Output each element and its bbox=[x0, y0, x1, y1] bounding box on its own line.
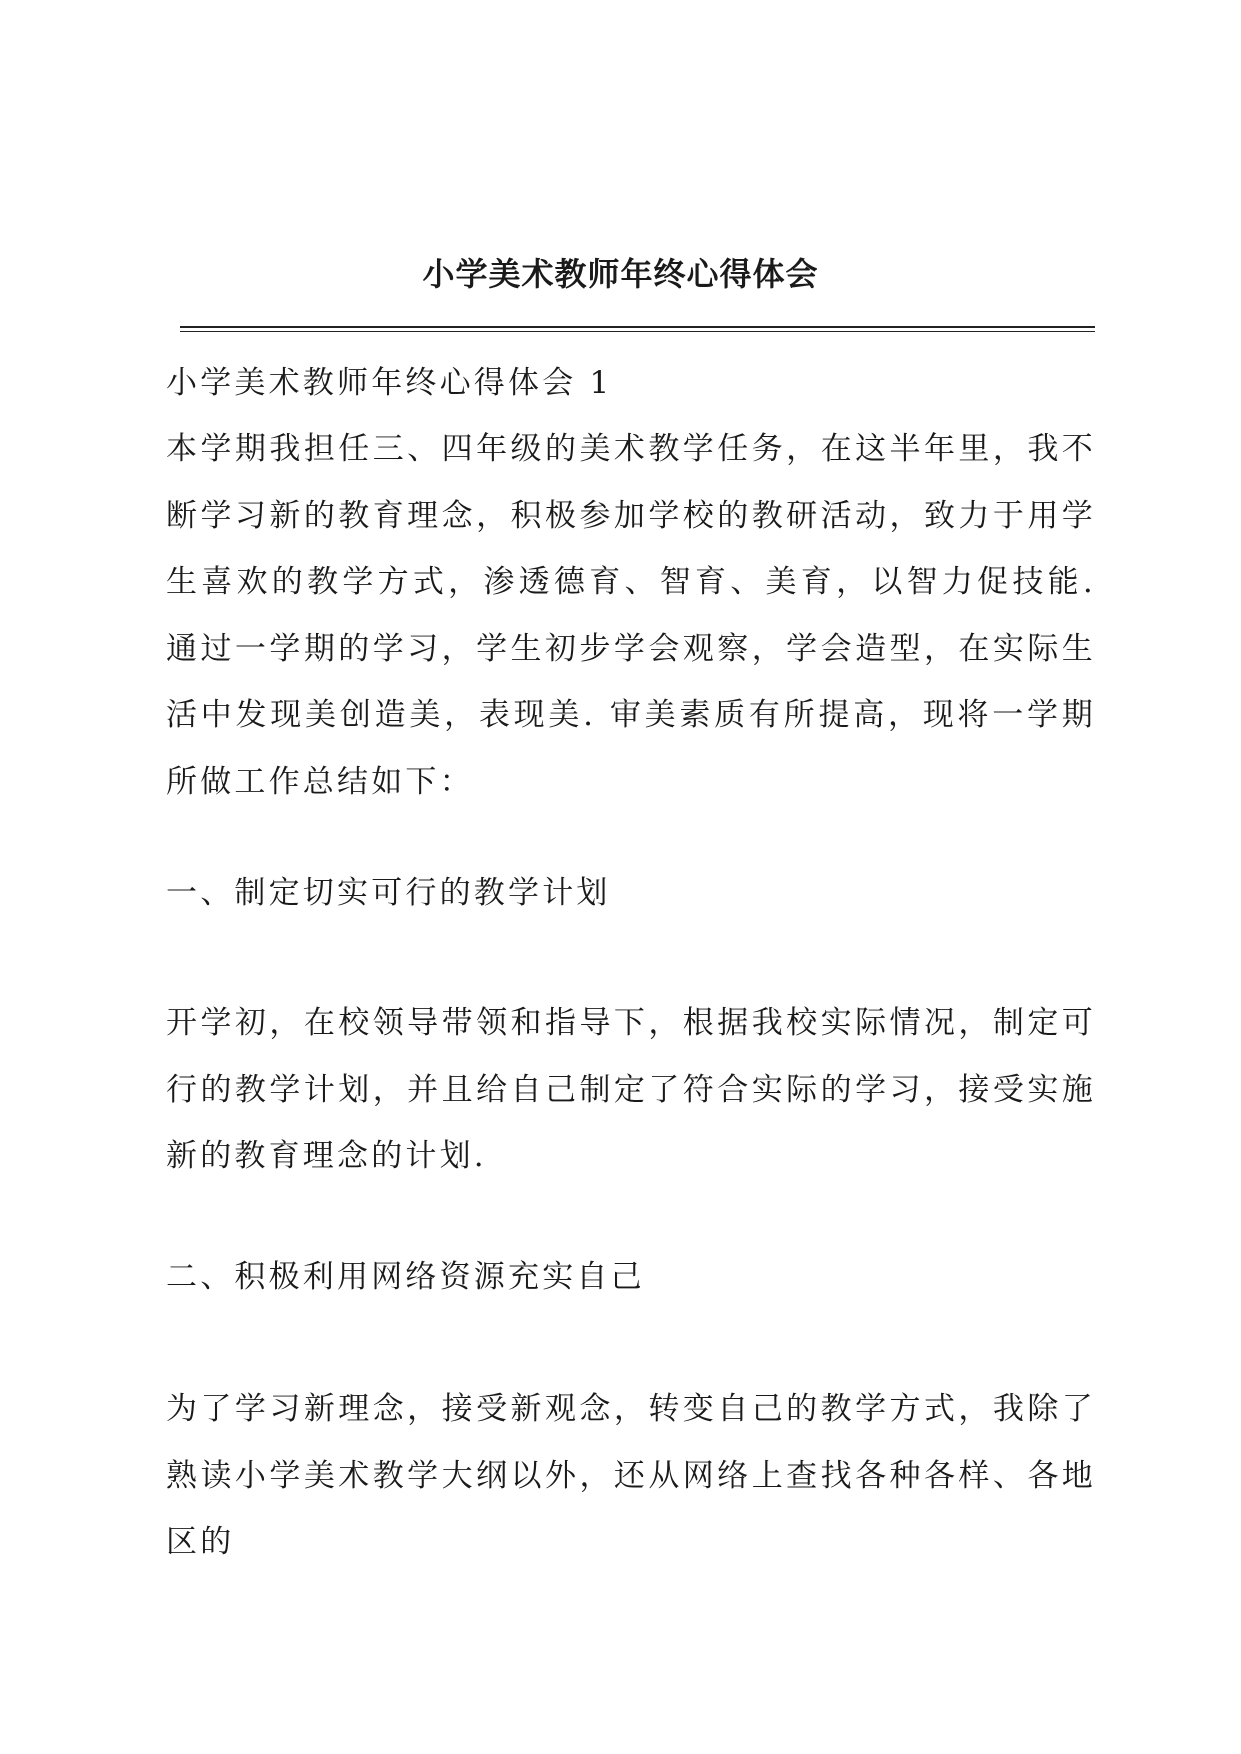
title-double-rule bbox=[180, 326, 1095, 332]
document-title: 小学美术教师年终心得体会 bbox=[422, 255, 819, 293]
section-1-paragraph: 开学初，在校领导带领和指导下，根据我校实际情况，制定可行的教学计划，并且给自己制定了符合实际的学习，接受实施新的教育理念的计划. bbox=[166, 1005, 1096, 1174]
document-subtitle: 小学美术教师年终心得体会 1 bbox=[166, 365, 613, 401]
section-heading-2: 二、积极利用网络资源充实自己 bbox=[166, 1259, 645, 1295]
section-2-paragraph: 为了学习新理念，接受新观念，转变自己的教学方式，我除了熟读小学美术教学大纲以外，还从网络上查找各种各样、各地区的 bbox=[166, 1391, 1096, 1560]
intro-paragraph: 本学期我担任三、四年级的美术教学任务，在这半年里，我不断学习新的教育理念，积极参加学校的教研活动，致力于用学生喜欢的教学方式，渗透德育、智育、美育，以智力促技能. 通过一学期的学习，学生初步学会观察，学会造型，在实际生活中发现美创造美，表现美. 审美素质有所提高，现将一学期所做工作总结如下： bbox=[166, 431, 1096, 800]
section-heading-1: 一、制定切实可行的教学计划 bbox=[166, 875, 611, 911]
